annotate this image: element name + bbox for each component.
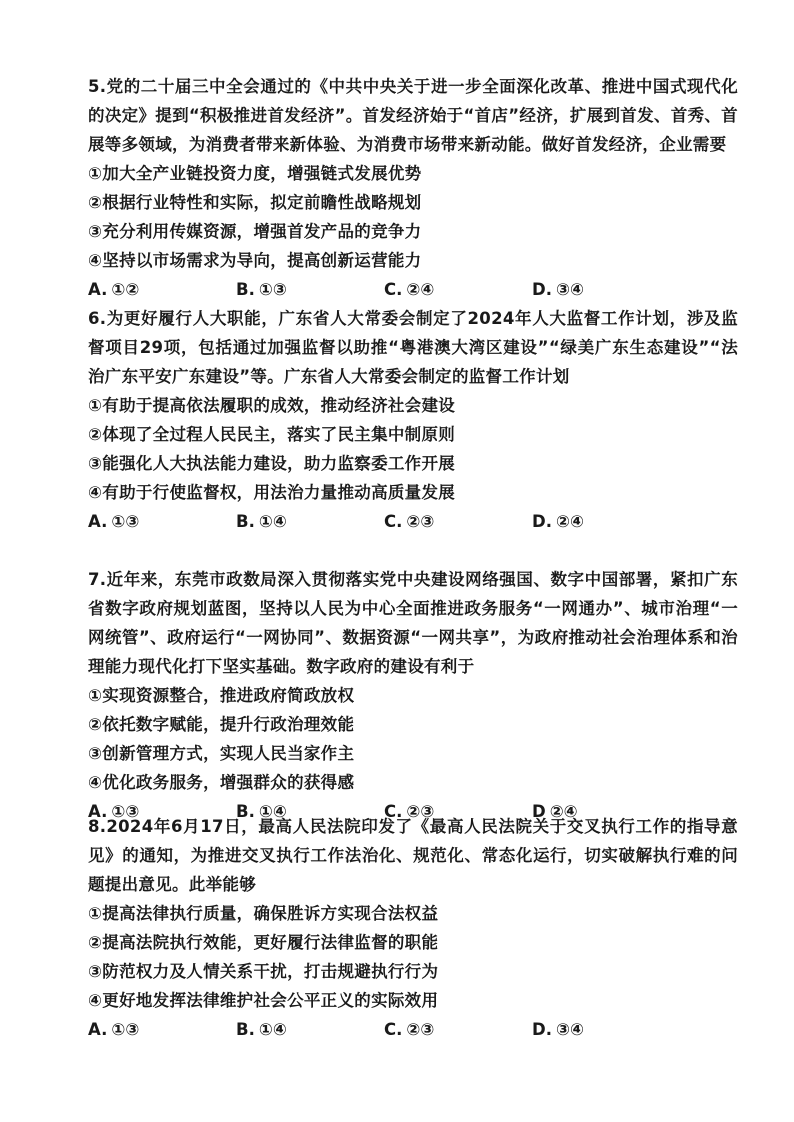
choice-a[interactable]: A. ①③: [88, 512, 140, 531]
question-text: 2024年6月17日，最高人民法院印发了《最高人民法院关于交叉执行工作的指导意见》的通知，为推进交叉执行工作法治化、规范化、常态化运行，切实破解执行难的问题提出意见。此举能够: [88, 817, 738, 894]
question-text: 为更好履行人大职能，广东省人大常委会制定了2024年人大监督工作计划，涉及监督项目29项，包括通过加强监督以助推“粤港澳大湾区建设”“绿美广东生态建设”“法治广东平安广东建设”等。广东省人大常委会制定的监督工作计划: [88, 309, 738, 386]
question-stem: [88, 812, 738, 899]
statement-item: ④优化政务服务，增强群众的获得感: [88, 773, 355, 792]
statement-item: ③充分利用传媒资源，增强首发产品的竞争力: [88, 222, 422, 241]
statement-item: ①有助于提高依法履职的成效，推动经济社会建设: [88, 396, 456, 415]
question-6: [88, 304, 738, 536]
statement-item: ①加大全产业链投资力度，增强链式发展优势: [88, 164, 422, 183]
question-number: 8.: [88, 817, 107, 836]
choice-c[interactable]: C. ②④: [384, 280, 435, 299]
choice-d[interactable]: D. ③④: [532, 1020, 584, 1039]
choice-a[interactable]: A. ①③: [88, 1020, 140, 1039]
answer-choices: [88, 507, 738, 536]
choice-b[interactable]: B. ①④: [236, 802, 287, 821]
choice-b[interactable]: B. ①④: [236, 512, 287, 531]
choice-b[interactable]: B. ①③: [236, 280, 287, 299]
question-text: 党的二十届三中全会通过的《中共中央关于进一步全面深化改革、推进中国式现代化的决定》提到“积极推进首发经济”。首发经济始于“首店”经济，扩展到首发、首秀、首展等多领域，为消费者带来新体验、为消费市场带来新动能。做好首发经济，企业需要: [88, 77, 738, 154]
statement-item: ②根据行业特性和实际，拟定前瞻性战略规划: [88, 193, 422, 212]
question-stem: [88, 565, 738, 681]
statement-item: ②提高法院执行效能，更好履行法律监督的职能: [88, 933, 439, 952]
statement-item: ①实现资源整合，推进政府简政放权: [88, 686, 355, 705]
choice-a[interactable]: A. ①③: [88, 802, 140, 821]
statement-list: [88, 159, 738, 275]
choice-c[interactable]: C. ②③: [384, 802, 435, 821]
question-number: 7.: [88, 570, 107, 589]
choice-d[interactable]: D. ③④: [532, 280, 584, 299]
question-5: [88, 72, 738, 304]
choice-c[interactable]: C. ②③: [384, 1020, 435, 1039]
question-7: [88, 565, 738, 826]
statement-item: ①提高法律执行质量，确保胜诉方实现合法权益: [88, 904, 439, 923]
question-stem: [88, 72, 738, 159]
question-stem: [88, 304, 738, 391]
statement-item: ③创新管理方式，实现人民当家作主: [88, 744, 355, 763]
statement-item: ③防范权力及人情关系干扰，打击规避执行行为: [88, 962, 439, 981]
question-8: [88, 812, 738, 1044]
question-number: 5.: [88, 77, 107, 96]
statement-list: [88, 681, 738, 797]
statement-item: ④坚持以市场需求为导向，提高创新运营能力: [88, 251, 422, 270]
statement-item: ④更好地发挥法律维护社会公平正义的实际效用: [88, 991, 439, 1010]
choice-d[interactable]: D. ②④: [532, 512, 584, 531]
statement-item: ③能强化人大执法能力建设，助力监察委工作开展: [88, 454, 456, 473]
choice-d[interactable]: D ②④: [532, 802, 578, 821]
answer-choices: [88, 275, 738, 304]
question-number: 6.: [88, 309, 107, 328]
choice-a[interactable]: A. ①②: [88, 280, 140, 299]
statement-list: [88, 899, 738, 1015]
choice-b[interactable]: B. ①④: [236, 1020, 287, 1039]
statement-item: ②体现了全过程人民民主，落实了民主集中制原则: [88, 425, 456, 444]
statement-list: [88, 391, 738, 507]
question-text: 近年来，东莞市政数局深入贯彻落实党中央建设网络强国、数字中国部署，紧扣广东省数字政府规划蓝图，坚持以人民为中心全面推进政务服务“一网通办”、城市治理“一网统管”、政府运行“一网协同”、数据资源“一网共享”，为政府推动社会治理体系和治理能力现代化打下坚实基础。数字政府的建设有利于: [88, 570, 738, 676]
choice-c[interactable]: C. ②③: [384, 512, 435, 531]
statement-item: ④有助于行使监督权，用法治力量推动高质量发展: [88, 483, 456, 502]
answer-choices: [88, 1015, 738, 1044]
statement-item: ②依托数字赋能，提升行政治理效能: [88, 715, 355, 734]
